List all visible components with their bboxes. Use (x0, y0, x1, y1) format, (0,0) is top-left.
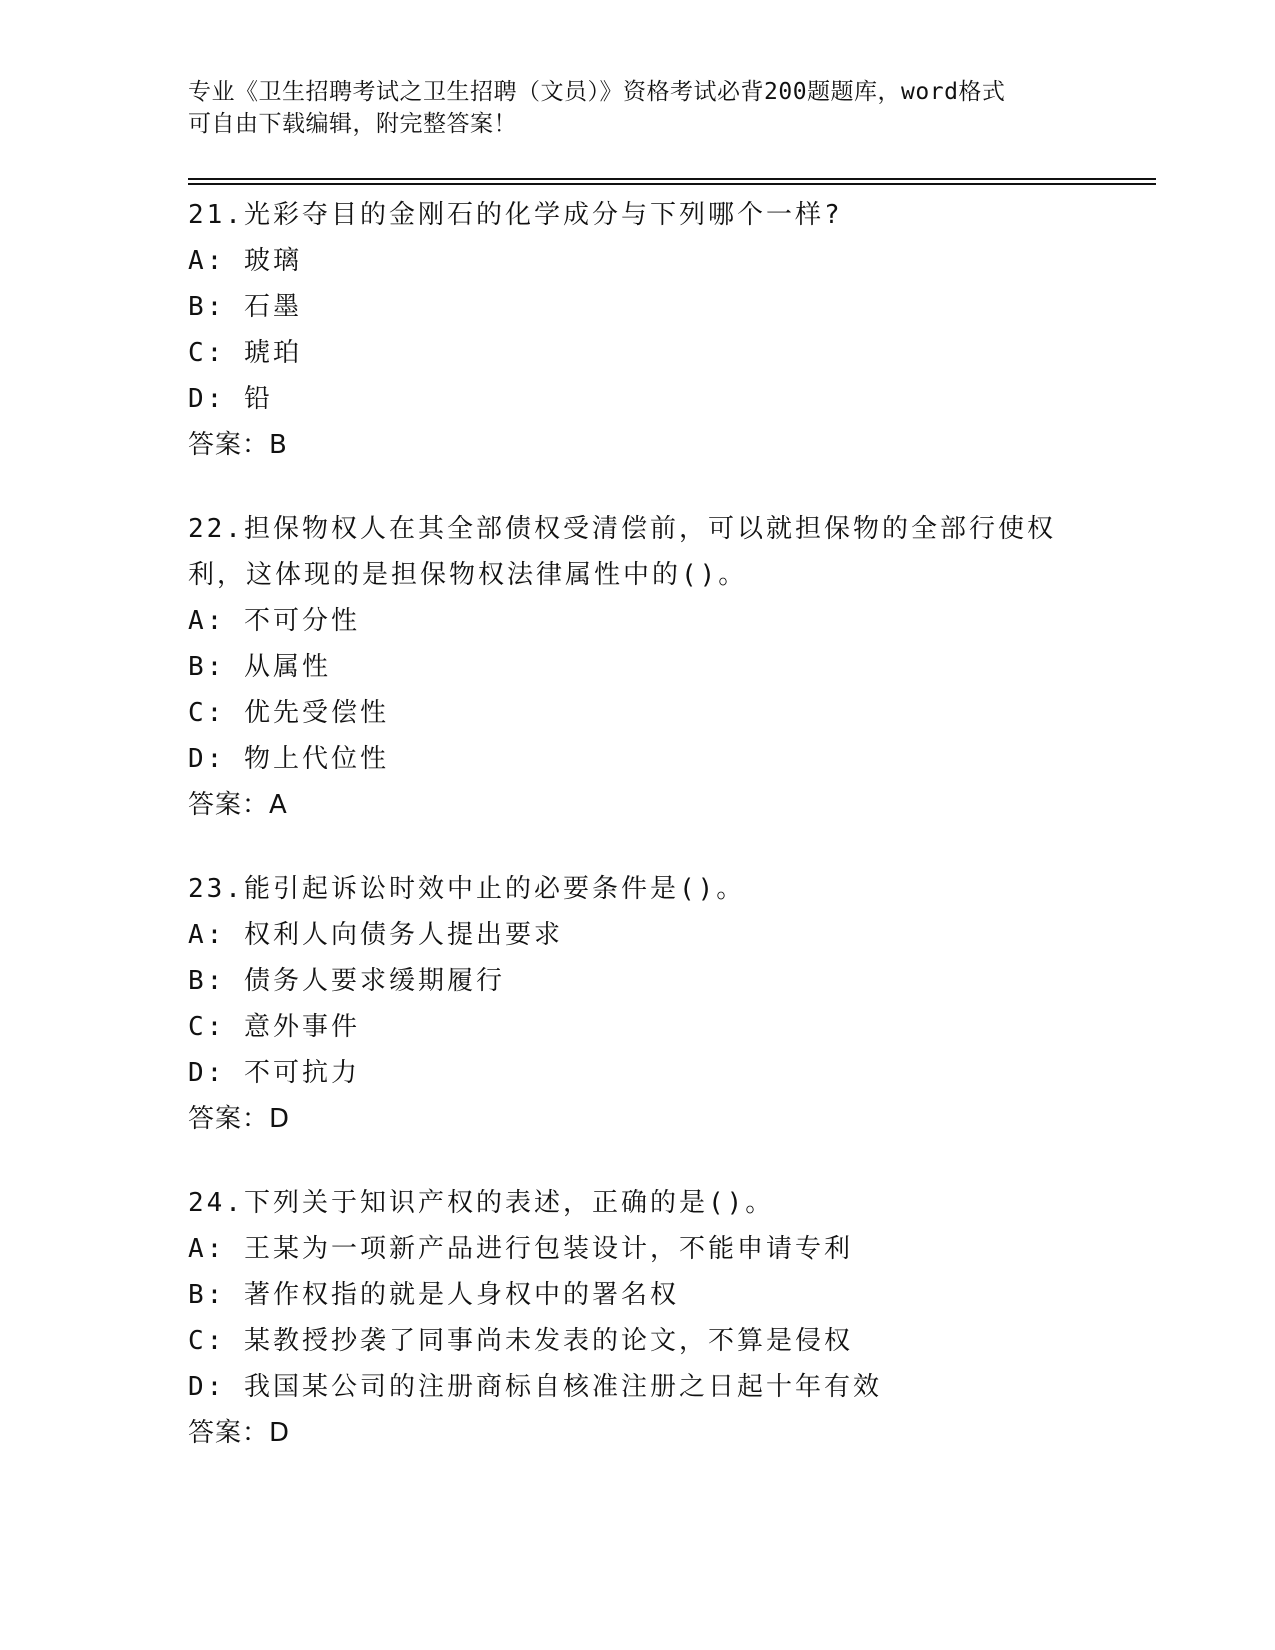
option-a: A: 玻璃 (188, 246, 302, 276)
header-line-2: 可自由下载编辑，附完整答案！ (188, 111, 517, 137)
option-c: C: 琥珀 (188, 338, 302, 368)
question-24 (188, 1180, 1088, 1456)
document-header (188, 76, 1088, 140)
option-b: B: 债务人要求缓期履行 (188, 966, 505, 996)
option-d: D: 铅 (188, 384, 273, 414)
question-21 (188, 192, 1088, 468)
option-b: B: 石墨 (188, 292, 302, 322)
header-line-1: 专业《卫生招聘考试之卫生招聘（文员）》资格考试必背200题题库，word格式 (188, 79, 1006, 105)
question-text: 22.担保物权人在其全部债权受清偿前，可以就担保物的全部行使权利，这体现的是担保物权法律属性中的()。 (188, 514, 1056, 590)
header-divider-top (188, 178, 1156, 180)
question-list (188, 192, 1088, 1494)
header-divider-bottom (188, 183, 1156, 185)
question-text: 21.光彩夺目的金刚石的化学成分与下列哪个一样? (188, 200, 843, 230)
option-b: B: 从属性 (188, 652, 331, 682)
option-c: C: 意外事件 (188, 1012, 360, 1042)
answer-line: 答案：A (188, 790, 288, 820)
option-d: D: 物上代位性 (188, 744, 389, 774)
question-text: 24.下列关于知识产权的表述，正确的是()。 (188, 1188, 775, 1218)
option-c: C: 优先受偿性 (188, 698, 389, 728)
option-a: A: 不可分性 (188, 606, 360, 636)
option-d: D: 不可抗力 (188, 1058, 360, 1088)
option-a: A: 王某为一项新产品进行包装设计，不能申请专利 (188, 1234, 853, 1264)
question-text: 23.能引起诉讼时效中止的必要条件是()。 (188, 874, 746, 904)
answer-line: 答案：B (188, 430, 288, 460)
question-22 (188, 506, 1088, 828)
answer-line: 答案：D (188, 1418, 291, 1448)
answer-line: 答案：D (188, 1104, 291, 1134)
option-a: A: 权利人向债务人提出要求 (188, 920, 563, 950)
option-d: D: 我国某公司的注册商标自核准注册之日起十年有效 (188, 1372, 882, 1402)
question-23 (188, 866, 1088, 1142)
option-b: B: 著作权指的就是人身权中的署名权 (188, 1280, 679, 1310)
option-c: C: 某教授抄袭了同事尚未发表的论文，不算是侵权 (188, 1326, 853, 1356)
